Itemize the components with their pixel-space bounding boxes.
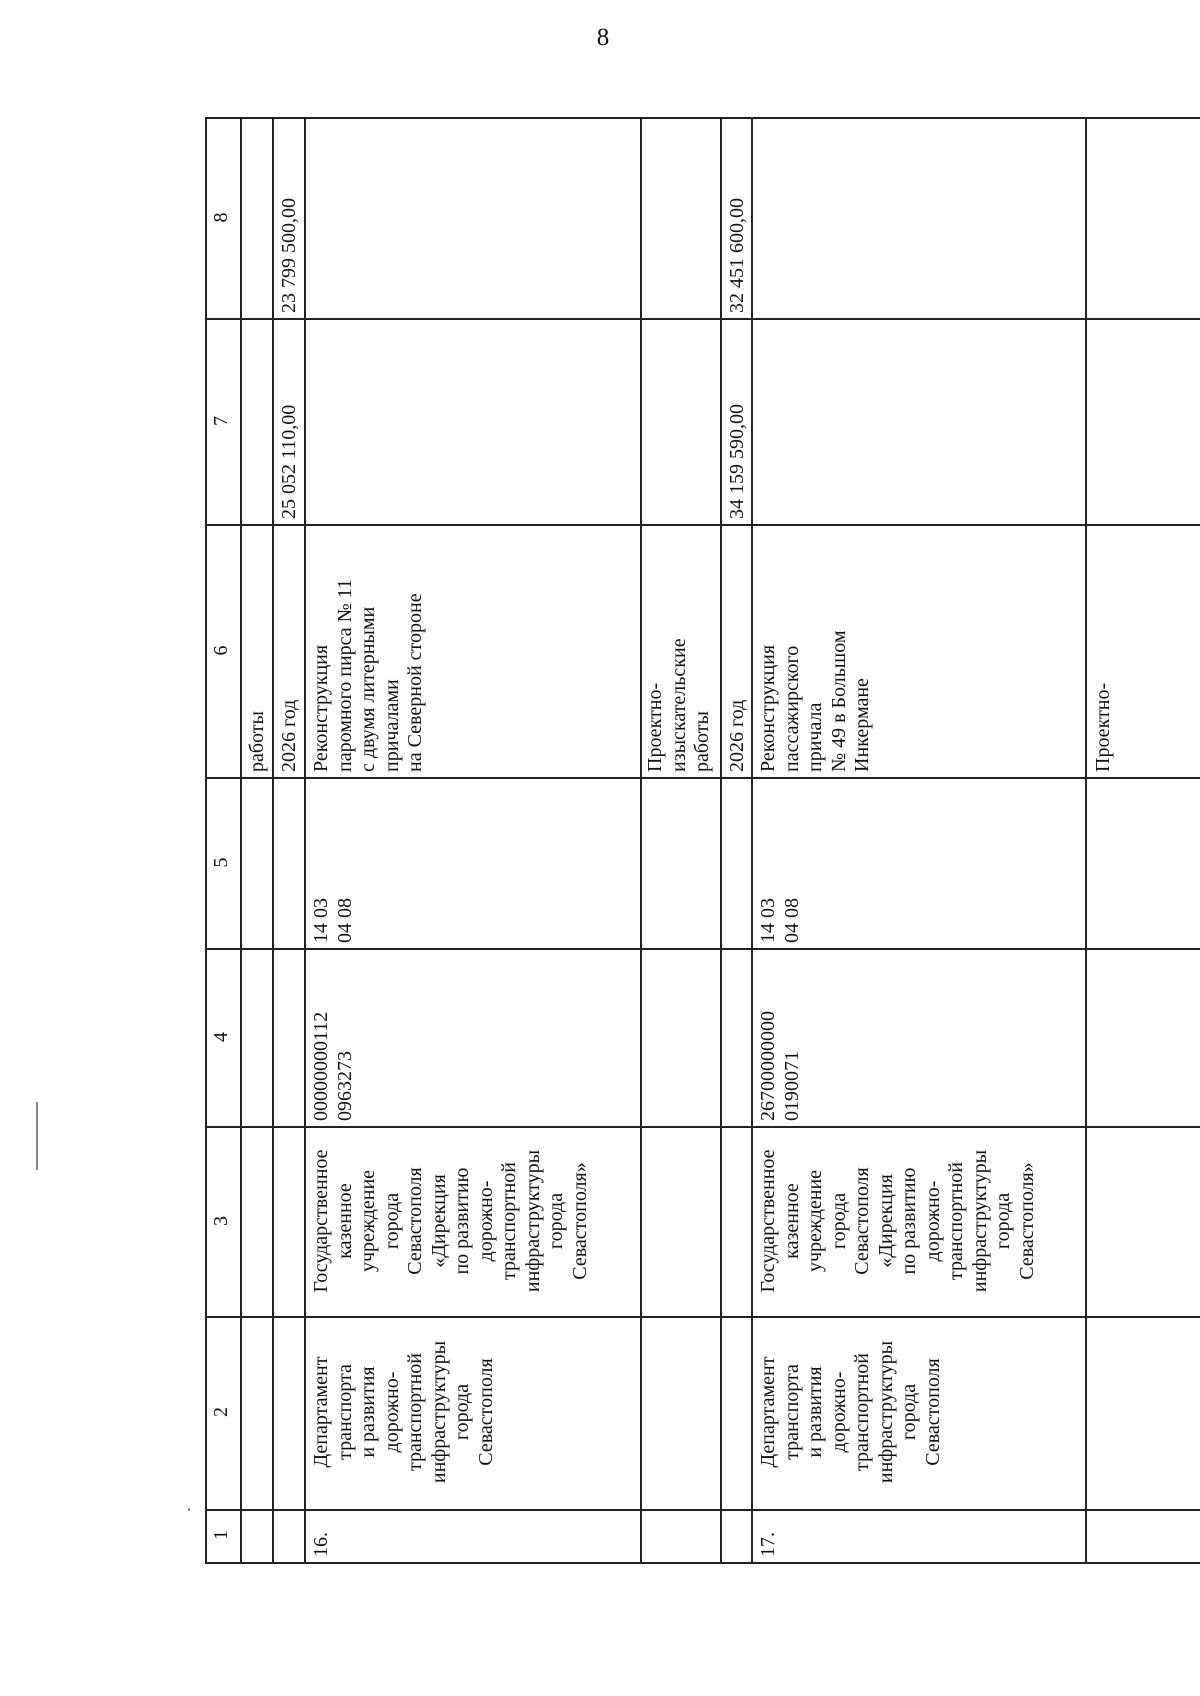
row-divider-d	[720, 117, 722, 1564]
header-col-8: 8	[210, 212, 232, 223]
col-divider-2-1	[205, 1509, 1200, 1511]
cont-work-label: работы	[246, 711, 268, 772]
row16-amount-col8: 32 451 600,00	[726, 198, 748, 313]
col-divider-3-2	[205, 1316, 1200, 1318]
col-divider-5-4	[205, 948, 1200, 950]
row17-number: 17.	[757, 1532, 779, 1557]
header-col-1: 1	[210, 1530, 232, 1540]
row17-object-name: Реконструкция пассажирского причала № 49 в Большом Инкермане	[757, 630, 873, 772]
header-col-2: 2	[210, 1407, 232, 1417]
row-divider-e	[751, 117, 753, 1564]
row17-code: 26700000000 0190071	[757, 1011, 803, 1121]
row16-institution: Государственное казенное учреждение города Севастополя «Дирекция по развитию дорожно- транспортной инфраструктуры города Севастополя»	[310, 1149, 591, 1293]
header-col-3: 3	[210, 1216, 232, 1226]
cont-amount-col8: 23 799 500,00	[278, 198, 300, 313]
header-col-6: 6	[210, 645, 232, 656]
scan-mark	[36, 1102, 38, 1170]
row16-amount-col7: 34 159 590,00	[726, 404, 748, 519]
col-divider-8-7	[205, 318, 1200, 320]
row17-institution: Государственное казенное учреждение города Севастополя «Дирекция по развитию дорожно- транспортной инфраструктуры города Севастополя»	[757, 1149, 1038, 1293]
row-divider-b	[304, 117, 306, 1564]
table-border-left	[205, 117, 207, 1564]
header-col-7: 7	[210, 416, 232, 426]
cont-year: 2026 год	[278, 699, 300, 772]
row-divider-c	[640, 117, 642, 1564]
row17-work-type: Проектно-	[1092, 682, 1114, 772]
row16-year: 2026 год	[726, 699, 748, 772]
row16-department: Департамент транспорта и развития дорожно- транспортной инфраструктуры города Севастополя	[310, 1340, 497, 1484]
col-divider-7-6	[205, 524, 1200, 526]
row16-code: 00000000112 0963273	[310, 1011, 356, 1121]
row16-budget-code: 14 03 04 08	[310, 898, 356, 943]
row16-object-name: Реконструкция паромного пирса № 11 с двумя литерными причалами на Северной стороне	[310, 578, 426, 772]
scan-dot	[188, 1508, 190, 1511]
row17-budget-code: 14 03 04 08	[757, 898, 803, 943]
row-divider-header	[240, 117, 242, 1564]
col-divider-6-5	[205, 777, 1200, 779]
header-col-5: 5	[210, 857, 232, 868]
row16-work-type: Проектно- изыскательские работы	[644, 638, 713, 772]
table-border-bottom	[205, 1562, 1200, 1564]
row-divider-a	[272, 117, 274, 1564]
page-number: 8	[596, 24, 610, 51]
header-col-4: 4	[210, 1032, 232, 1042]
row17-department: Департамент транспорта и развития дорожно- транспортной инфраструктуры города Севастополя	[757, 1340, 944, 1484]
row16-number: 16.	[310, 1532, 332, 1557]
table-border-top	[205, 117, 1200, 119]
cont-amount-col7: 25 052 110,00	[278, 404, 300, 519]
col-divider-4-3	[205, 1126, 1200, 1128]
row-divider-f	[1085, 117, 1087, 1564]
